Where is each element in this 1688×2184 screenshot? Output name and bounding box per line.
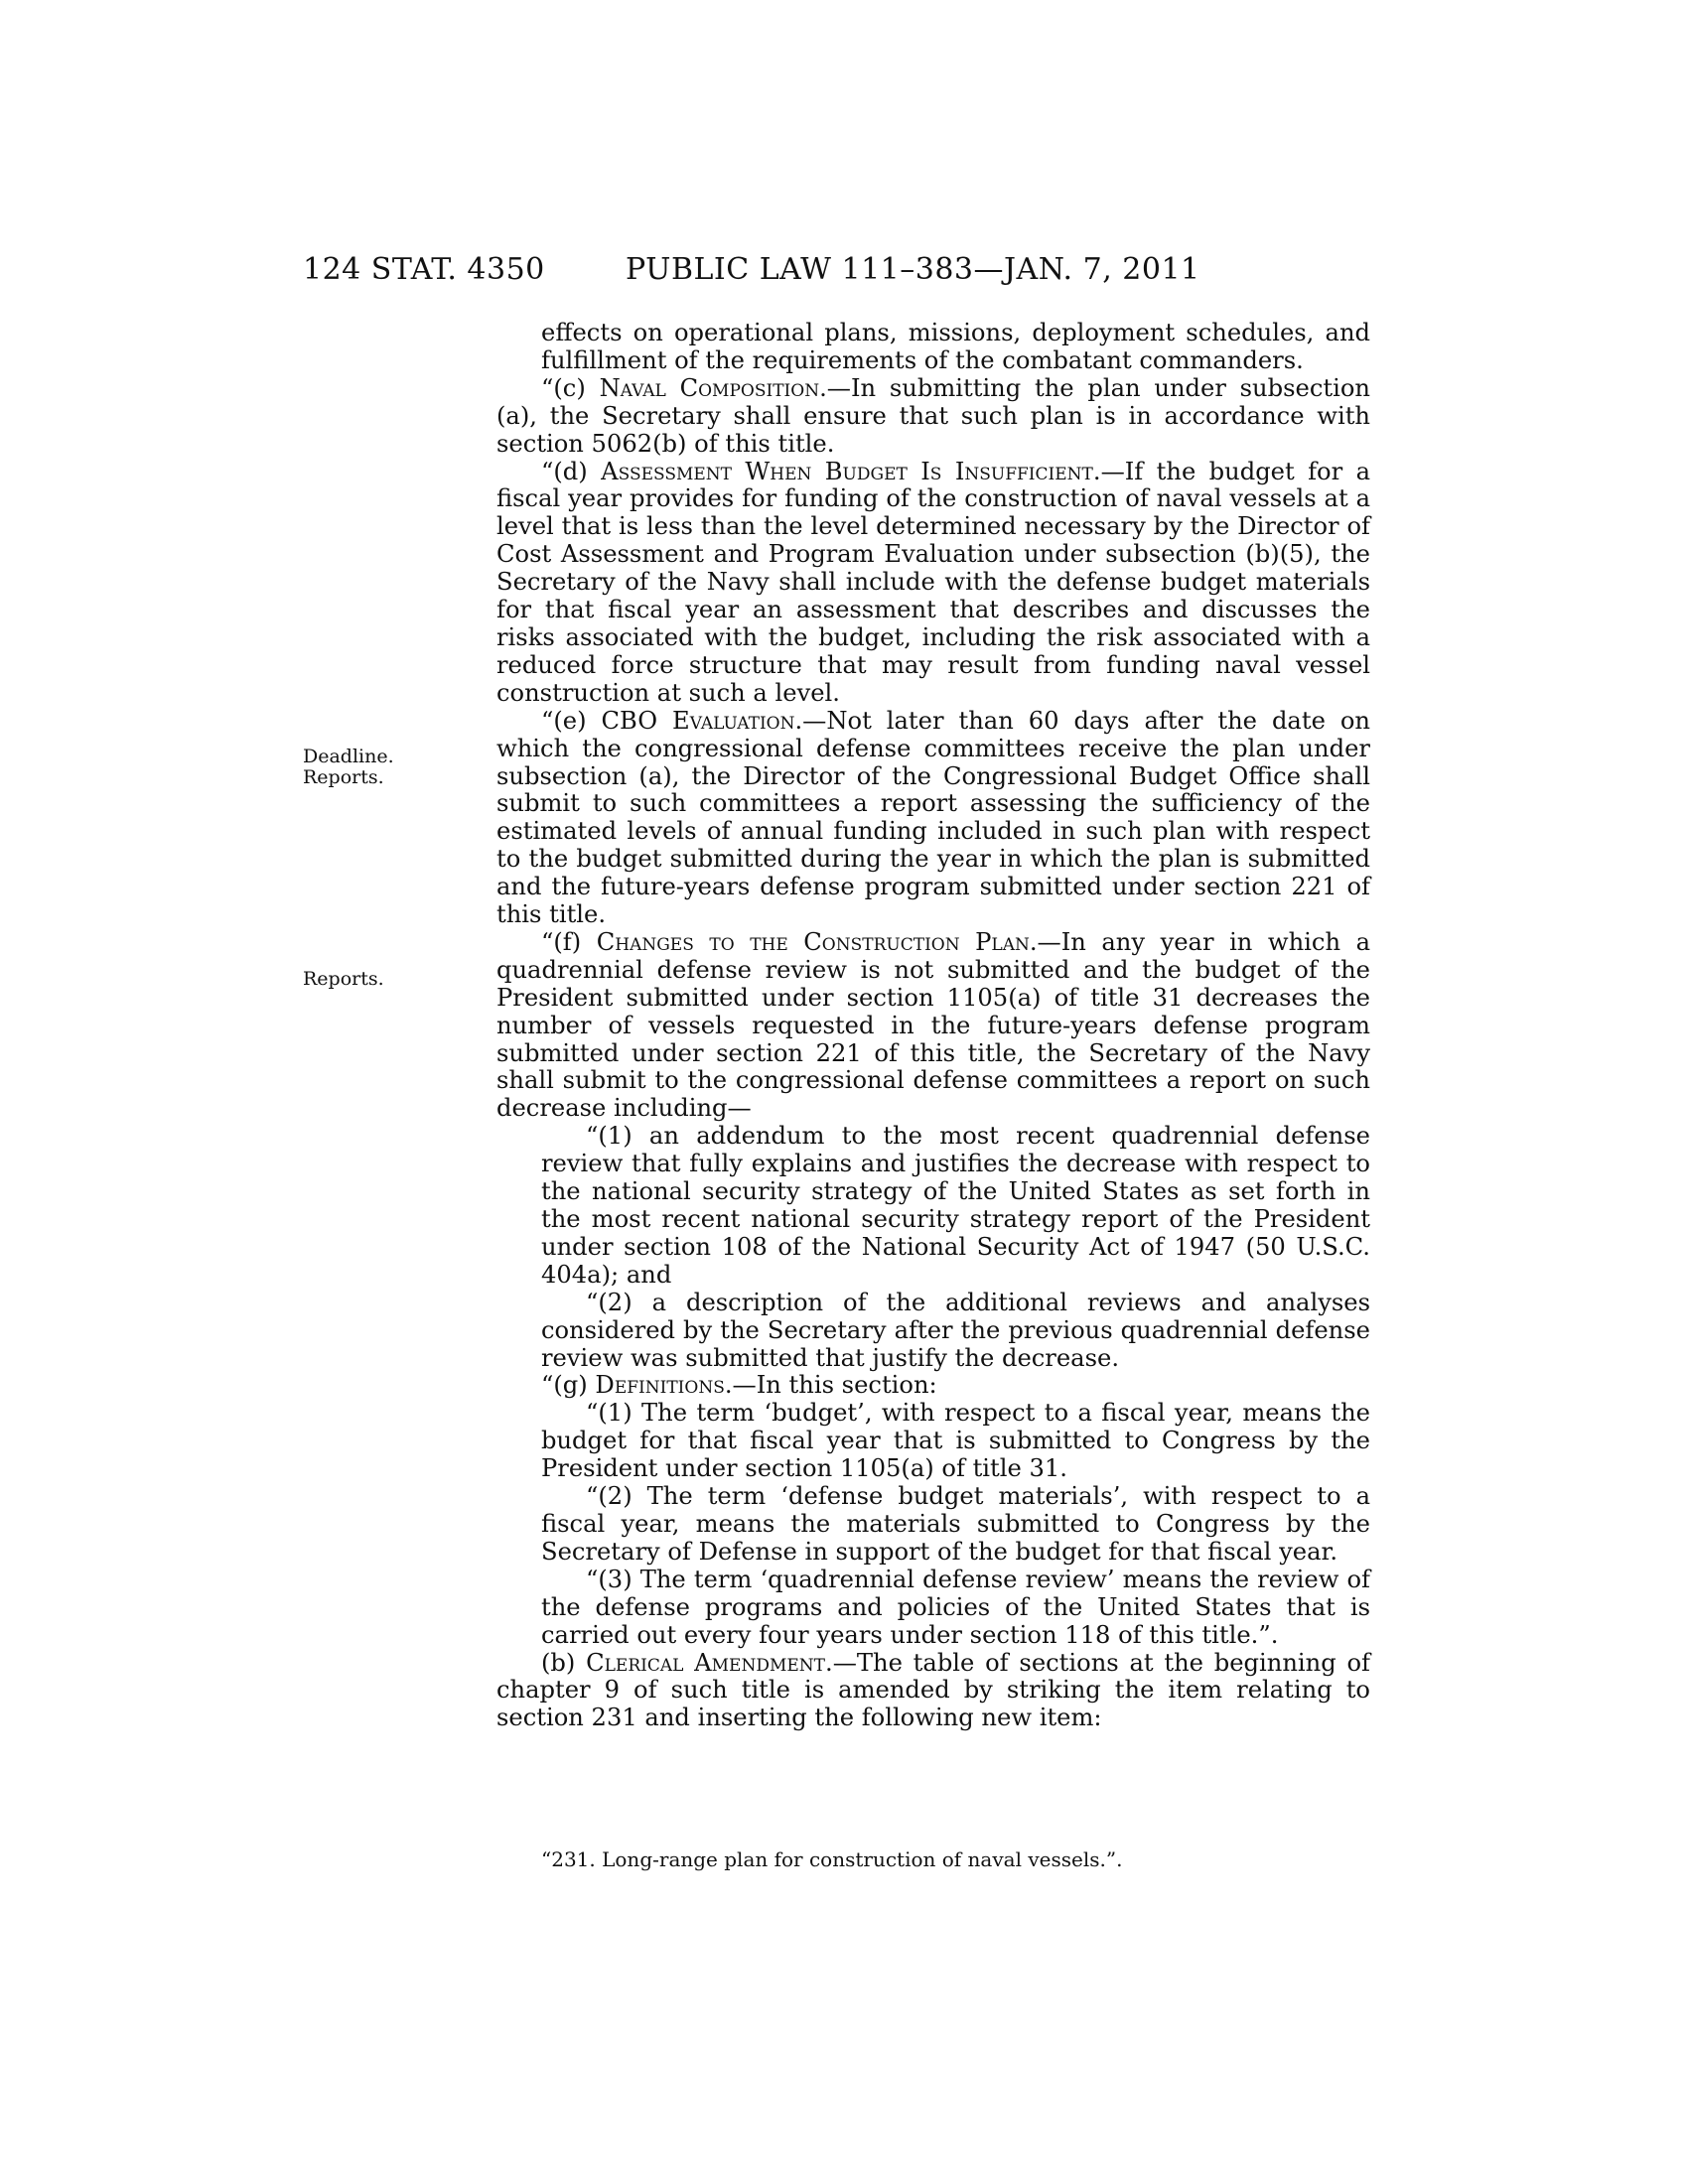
subsection-f: [496, 929, 1370, 1123]
paragraph-continuation: effects on operational plans, missions, deployment schedules, and fulfillment of the requirements of the combatant commanders.: [541, 319, 1370, 374]
subsection-d-heading: Assessment When Budget Is Insufficient: [601, 457, 1093, 485]
paragraph-g1: “(1) The term ‘budget’, with respect to a fiscal year, means the budget for that fiscal year that is submitted to Congress by the President under section 1105(a) of title 31.: [541, 1399, 1370, 1483]
subsection-e: [496, 708, 1370, 929]
margin-note-reports-2: Reports.: [303, 968, 384, 990]
subsection-e-lead: “(e) CBO: [541, 706, 673, 735]
subsection-d-text: .—If the budget for a fiscal year provides for funding of the construction of naval vessels at a level that is less than the level determined necessary by the Director of Cost Assessment and Program Evaluation under subsection (b)(5), the Secretary of the Navy shall include with the defense budget materials for that fiscal year an assessment that describes and discusses the risks associated with the budget, including the risk associated with a reduced force structure that may result from funding naval vessel construction at such a level.: [496, 457, 1370, 707]
subsection-b: [496, 1650, 1370, 1733]
subsection-b-heading: Clerical Amendment: [586, 1648, 826, 1677]
subsection-c-text: .—In submitting the plan under subsection (a), the Secretary shall ensure that such plan is in accordance with section 5062(b) of this title.: [496, 373, 1370, 458]
subsection-b-lead: (b): [541, 1648, 587, 1677]
margin-note-reports: Reports.: [303, 766, 384, 788]
subsection-c-lead: “(c): [541, 373, 600, 402]
subsection-b-text: .—The table of sections at the beginning of chapter 9 of such title is amended by striking the item relating to section 231 and inserting the following new item:: [496, 1648, 1370, 1732]
subsection-c: [496, 375, 1370, 459]
subsection-g: [496, 1372, 1370, 1400]
subsection-d: [496, 459, 1370, 708]
running-header: PUBLIC LAW 111–383—JAN. 7, 2011: [626, 252, 1200, 287]
subsection-f-text: .—In any year in which a quadrennial defense review is not submitted and the budget of the President submitted under section 1105(a) of title 31 decreases the number of vessels requested in the future-years defense program submitted under section 221 of this title, the Secretary of the Navy shall submit to the congressional defense committees a report on such decrease including—: [496, 927, 1370, 1123]
subsection-e-heading: Evaluation: [672, 706, 795, 735]
table-of-sections-item: “231. Long-range plan for construction of naval vessels.”.: [541, 1847, 1123, 1871]
subsection-g-text: .—In this section:: [724, 1371, 937, 1400]
subsection-g-heading: Definitions: [595, 1371, 725, 1400]
paragraph-g3: “(3) The term ‘quadrennial defense review’ means the review of the defense programs and policies of the United States that is carried out every four years under section 118 of this title.”.: [541, 1565, 1370, 1649]
paragraph-f2: “(2) a description of the additional reviews and analyses considered by the Secretary after the previous quadrennial defense review was submitted that justify the decrease.: [541, 1288, 1370, 1372]
subsection-c-heading: Naval Composition: [599, 373, 820, 402]
subsection-f-lead: “(f): [541, 927, 597, 956]
paragraph-g2: “(2) The term ‘defense budget materials’, with respect to a fiscal year, means the materials submitted to Congress by the Secretary of Defense in support of the budget for that fiscal year.: [541, 1482, 1370, 1566]
stat-page-number: 124 STAT. 4350: [303, 252, 545, 287]
subsection-f-heading: Changes to the Construction Plan: [596, 927, 1030, 956]
paragraph-f1: “(1) an addendum to the most recent quadrennial defense review that fully explains and justifies the decrease with respect to the national security strategy of the United States as set forth in the most recent national security strategy report of the President under section 108 of the National Security Act of 1947 (50 U.S.C. 404a); and: [541, 1122, 1370, 1289]
statute-text: [496, 320, 1370, 1732]
subsection-g-lead: “(g): [541, 1371, 596, 1400]
margin-note-deadline: Deadline.: [303, 746, 394, 767]
subsection-e-text: .—Not later than 60 days after the date on which the congressional defense committees receive the plan under subsection (a), the Director of the Congressional Budget Office shall submit to such committees a report assessing the sufficiency of the estimated levels of annual funding included in such plan with respect to the budget submitted during the year in which the plan is submitted and the future-years defense program submitted under section 221 of this title.: [496, 706, 1370, 929]
subsection-d-lead: “(d): [541, 457, 602, 485]
